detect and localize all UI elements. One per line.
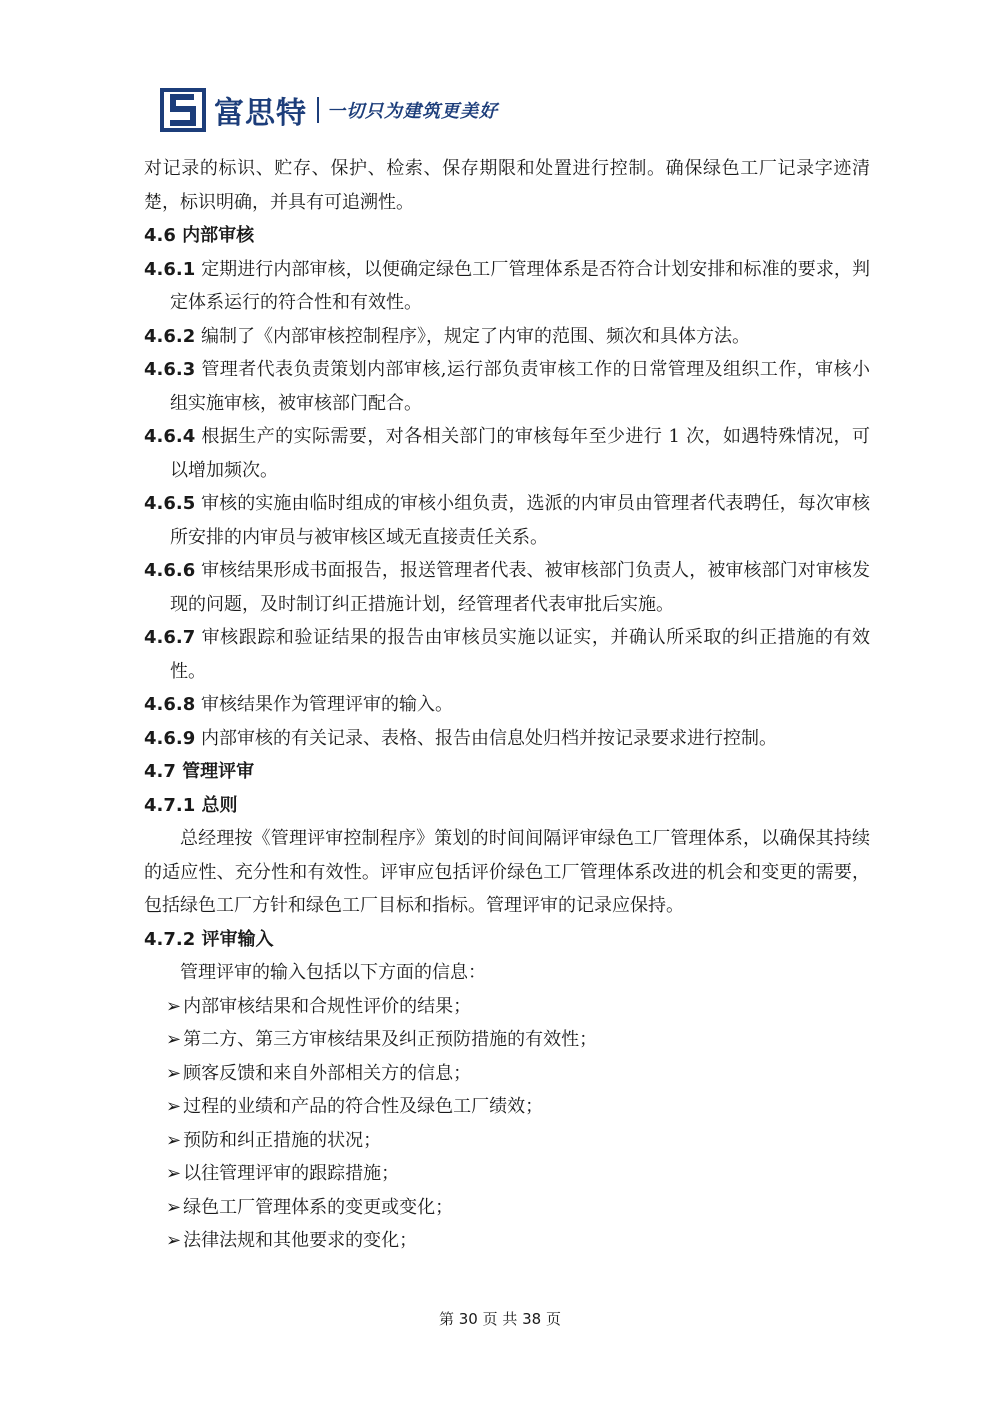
bullet-text: 内部审核结果和合规性评价的结果； xyxy=(183,995,472,1017)
arrow-bullet-icon: ➢ xyxy=(166,1029,182,1050)
arrow-bullet-icon: ➢ xyxy=(166,1163,182,1184)
item-text: 定期进行内部审核，以便确定绿色工厂管理体系是否符合计划安排和标准的要求，判定体系运行的符合性和有效性。 xyxy=(170,258,870,313)
item-text: 审核跟踪和验证结果的报告由审核员实施以证实，并确认所采取的纠正措施的有效性。 xyxy=(170,627,870,682)
item-number: 4.6.6 xyxy=(144,560,196,581)
list-item xyxy=(144,353,870,420)
item-text: 编制了《内部审核控制程序》，规定了内审的范围、频次和具体方法。 xyxy=(200,325,750,347)
section-4-6-items xyxy=(144,253,870,756)
arrow-bullet-icon: ➢ xyxy=(166,995,182,1017)
company-logo xyxy=(160,88,206,132)
list-item xyxy=(144,487,870,554)
arrow-bullet-icon: ➢ xyxy=(166,1096,182,1117)
subsection-heading-4-7-1: 4.7.1 总则 xyxy=(144,794,238,816)
review-input-intro: 管理评审的输入包括以下方面的信息： xyxy=(180,962,486,983)
item-number: 4.6.1 xyxy=(144,258,196,280)
subsection-heading-4-7-2: 4.7.2 评审输入 xyxy=(144,928,274,950)
bullet-text: 预防和纠正措施的状况； xyxy=(183,1129,382,1151)
bullet-text: 顾客反馈和来自外部相关方的信息； xyxy=(183,1062,472,1084)
list-item xyxy=(144,420,870,487)
section-heading-4-7: 4.7 管理评审 xyxy=(144,761,255,782)
bullet-item xyxy=(144,1057,870,1091)
bullet-text: 第二方、第三方审核结果及纠正预防措施的有效性； xyxy=(183,1029,598,1050)
intro-paragraph: 对记录的标识、贮存、保护、检索、保存期限和处置进行控制。确保绿色工厂记录字迹清楚，标识明确，并具有可追溯性。 xyxy=(144,158,870,213)
item-text: 审核结果形成书面报告，报送管理者代表、被审核部门负责人，被审核部门对审核发现的问题，及时制订纠正措施计划，经管理者代表审批后实施。 xyxy=(170,560,870,615)
page-number: 第 30 页 共 38 页 xyxy=(438,1310,561,1328)
list-item xyxy=(144,722,870,756)
list-item xyxy=(144,253,870,320)
list-item xyxy=(144,621,870,688)
item-number: 4.6.8 xyxy=(144,694,196,715)
arrow-bullet-icon: ➢ xyxy=(166,1129,182,1151)
item-text: 根据生产的实际需要，对各相关部门的审核每年至少进行 1 次，如遇特殊情况，可以增加频次。 xyxy=(170,426,870,481)
bullet-item xyxy=(144,1157,870,1191)
item-number: 4.6.9 xyxy=(144,727,196,749)
bullet-text: 过程的业绩和产品的符合性及绿色工厂绩效； xyxy=(183,1096,544,1117)
brand-name: 富思特 xyxy=(214,96,307,131)
document-body xyxy=(144,152,870,1258)
bullet-item xyxy=(144,1124,870,1158)
brand-slogan: 一切只为建筑更美好 xyxy=(327,101,498,122)
bullet-text: 绿色工厂管理体系的变更或变化； xyxy=(183,1196,454,1218)
bullet-text: 法律法规和其他要求的变化； xyxy=(183,1230,418,1251)
arrow-bullet-icon: ➢ xyxy=(166,1196,182,1218)
header-divider xyxy=(317,97,319,123)
item-text: 审核的实施由临时组成的审核小组负责，选派的内审员由管理者代表聘任，每次审核所安排的内审员与被审核区域无直接责任关系。 xyxy=(170,493,870,548)
item-number: 4.6.3 xyxy=(144,359,196,380)
item-number: 4.6.2 xyxy=(144,325,196,347)
list-item xyxy=(144,320,870,354)
item-number: 4.6.5 xyxy=(144,493,196,514)
arrow-bullet-icon: ➢ xyxy=(166,1062,182,1084)
item-text: 内部审核的有关记录、表格、报告由信息处归档并按记录要求进行控制。 xyxy=(200,727,777,749)
bullet-item xyxy=(144,1023,870,1057)
bullet-text: 以往管理评审的跟踪措施； xyxy=(183,1163,400,1184)
arrow-bullet-icon: ➢ xyxy=(166,1230,182,1251)
item-text: 审核结果作为管理评审的输入。 xyxy=(200,694,453,715)
bullet-item xyxy=(144,1191,870,1225)
page-header xyxy=(160,88,498,132)
bullet-item xyxy=(144,1090,870,1124)
bullet-item xyxy=(144,1224,870,1258)
general-paragraph: 总经理按《管理评审控制程序》策划的时间间隔评审绿色工厂管理体系，以确保其持续的适应性、充分性和有效性。评审应包括评价绿色工厂管理体系改进的机会和变更的需要，包括绿色工厂方针和绿色工厂目标和指标。管理评审的记录应保持。 xyxy=(144,828,870,916)
item-number: 4.6.4 xyxy=(144,426,196,447)
section-heading-4-6: 4.6 内部审核 xyxy=(144,225,255,246)
item-text: 管理者代表负责策划内部审核,运行部负责审核工作的日常管理及组织工作，审核小组实施审核，被审核部门配合。 xyxy=(170,359,870,414)
review-input-list xyxy=(144,990,870,1258)
bullet-item xyxy=(144,990,870,1024)
item-number: 4.6.7 xyxy=(144,627,196,648)
list-item xyxy=(144,554,870,621)
list-item xyxy=(144,688,870,722)
